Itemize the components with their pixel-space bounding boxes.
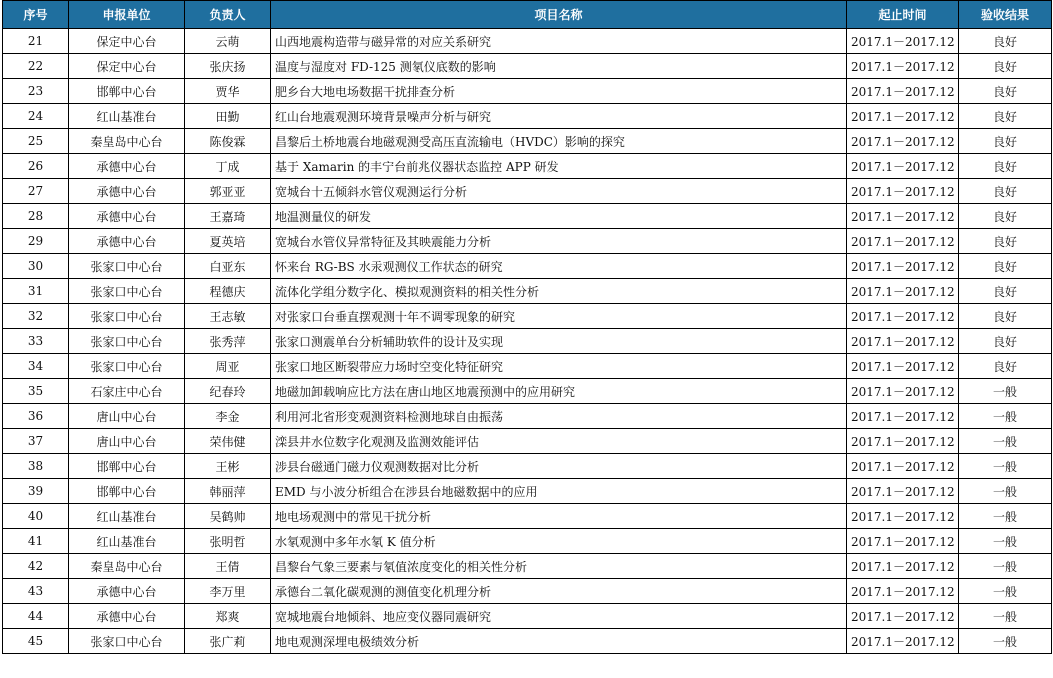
- cell-index: 42: [3, 554, 69, 579]
- col-header-project: 项目名称: [271, 1, 847, 29]
- cell-project: 承德台二氧化碳观测的测值变化机理分析: [271, 579, 847, 604]
- table-row: [3, 554, 1052, 579]
- cell-result: 一般: [959, 554, 1052, 579]
- project-table: [2, 0, 1052, 654]
- cell-index: 43: [3, 579, 69, 604]
- cell-period: 2017.1－2017.12: [847, 154, 959, 179]
- cell-result: 良好: [959, 79, 1052, 104]
- cell-result: 良好: [959, 129, 1052, 154]
- cell-unit: 张家口中心台: [69, 254, 185, 279]
- cell-project: 宽城地震台地倾斜、地应变仪器同震研究: [271, 604, 847, 629]
- cell-index: 35: [3, 379, 69, 404]
- cell-person: 韩丽萍: [185, 479, 271, 504]
- cell-result: 良好: [959, 279, 1052, 304]
- cell-project: 张家口测震单台分析辅助软件的设计及实现: [271, 329, 847, 354]
- table-body: [3, 29, 1052, 654]
- cell-index: 45: [3, 629, 69, 654]
- cell-result: 良好: [959, 304, 1052, 329]
- cell-person: 丁成: [185, 154, 271, 179]
- col-header-result: 验收结果: [959, 1, 1052, 29]
- cell-index: 22: [3, 54, 69, 79]
- col-header-unit: 申报单位: [69, 1, 185, 29]
- cell-person: 张庆扬: [185, 54, 271, 79]
- header-row: [3, 1, 1052, 29]
- cell-project: 红山台地震观测环境背景噪声分析与研究: [271, 104, 847, 129]
- cell-index: 23: [3, 79, 69, 104]
- cell-index: 31: [3, 279, 69, 304]
- cell-unit: 张家口中心台: [69, 629, 185, 654]
- cell-project: 山西地震构造带与磁异常的对应关系研究: [271, 29, 847, 54]
- cell-person: 吴鹤帅: [185, 504, 271, 529]
- cell-index: 37: [3, 429, 69, 454]
- cell-project: 利用河北省形变观测资料检测地球自由振荡: [271, 404, 847, 429]
- cell-unit: 张家口中心台: [69, 354, 185, 379]
- cell-project: 对张家口台垂直摆观测十年不调零现象的研究: [271, 304, 847, 329]
- table-row: [3, 429, 1052, 454]
- cell-project: 滦县井水位数字化观测及监测效能评估: [271, 429, 847, 454]
- cell-person: 田勤: [185, 104, 271, 129]
- table-row: [3, 304, 1052, 329]
- cell-project: 地电场观测中的常见干扰分析: [271, 504, 847, 529]
- cell-result: 良好: [959, 54, 1052, 79]
- cell-person: 李万里: [185, 579, 271, 604]
- cell-index: 36: [3, 404, 69, 429]
- cell-person: 纪春玲: [185, 379, 271, 404]
- cell-unit: 秦皇岛中心台: [69, 554, 185, 579]
- cell-result: 一般: [959, 429, 1052, 454]
- cell-unit: 承德中心台: [69, 604, 185, 629]
- cell-unit: 唐山中心台: [69, 429, 185, 454]
- table-row: [3, 354, 1052, 379]
- table-row: [3, 154, 1052, 179]
- cell-period: 2017.1－2017.12: [847, 404, 959, 429]
- cell-result: 良好: [959, 354, 1052, 379]
- cell-project: 基于 Xamarin 的丰宁台前兆仪器状态监控 APP 研发: [271, 154, 847, 179]
- cell-person: 贾华: [185, 79, 271, 104]
- cell-result: 良好: [959, 154, 1052, 179]
- cell-period: 2017.1－2017.12: [847, 29, 959, 54]
- cell-project: EMD 与小波分析组合在涉县台地磁数据中的应用: [271, 479, 847, 504]
- cell-result: 良好: [959, 204, 1052, 229]
- cell-result: 良好: [959, 29, 1052, 54]
- cell-index: 40: [3, 504, 69, 529]
- cell-unit: 承德中心台: [69, 154, 185, 179]
- cell-index: 38: [3, 454, 69, 479]
- cell-period: 2017.1－2017.12: [847, 479, 959, 504]
- cell-period: 2017.1－2017.12: [847, 129, 959, 154]
- cell-index: 26: [3, 154, 69, 179]
- cell-result: 一般: [959, 379, 1052, 404]
- table-row: [3, 54, 1052, 79]
- col-header-index: 序号: [3, 1, 69, 29]
- cell-period: 2017.1－2017.12: [847, 79, 959, 104]
- cell-period: 2017.1－2017.12: [847, 179, 959, 204]
- cell-person: 程德庆: [185, 279, 271, 304]
- cell-project: 地温测量仪的研发: [271, 204, 847, 229]
- cell-unit: 保定中心台: [69, 54, 185, 79]
- cell-project: 涉县台磁通门磁力仪观测数据对比分析: [271, 454, 847, 479]
- cell-period: 2017.1－2017.12: [847, 279, 959, 304]
- cell-unit: 红山基准台: [69, 104, 185, 129]
- table-row: [3, 179, 1052, 204]
- cell-person: 王彬: [185, 454, 271, 479]
- cell-person: 王嘉琦: [185, 204, 271, 229]
- cell-project: 水氡观测中多年水氡 K 值分析: [271, 529, 847, 554]
- cell-result: 良好: [959, 254, 1052, 279]
- cell-period: 2017.1－2017.12: [847, 504, 959, 529]
- cell-person: 陈俊霖: [185, 129, 271, 154]
- cell-period: 2017.1－2017.12: [847, 229, 959, 254]
- cell-project: 肥乡台大地电场数据干扰排查分析: [271, 79, 847, 104]
- table-row: [3, 604, 1052, 629]
- cell-unit: 秦皇岛中心台: [69, 129, 185, 154]
- cell-index: 24: [3, 104, 69, 129]
- table-row: [3, 129, 1052, 154]
- cell-period: 2017.1－2017.12: [847, 54, 959, 79]
- cell-result: 良好: [959, 229, 1052, 254]
- cell-period: 2017.1－2017.12: [847, 104, 959, 129]
- table-row: [3, 479, 1052, 504]
- cell-unit: 邯郸中心台: [69, 454, 185, 479]
- cell-index: 34: [3, 354, 69, 379]
- cell-result: 一般: [959, 404, 1052, 429]
- cell-result: 一般: [959, 579, 1052, 604]
- table-row: [3, 404, 1052, 429]
- cell-unit: 邯郸中心台: [69, 479, 185, 504]
- table-row: [3, 454, 1052, 479]
- cell-unit: 红山基准台: [69, 529, 185, 554]
- cell-result: 一般: [959, 529, 1052, 554]
- table-row: [3, 79, 1052, 104]
- cell-unit: 承德中心台: [69, 579, 185, 604]
- cell-period: 2017.1－2017.12: [847, 429, 959, 454]
- cell-person: 周亚: [185, 354, 271, 379]
- table-row: [3, 229, 1052, 254]
- cell-unit: 张家口中心台: [69, 304, 185, 329]
- cell-index: 25: [3, 129, 69, 154]
- table-row: [3, 104, 1052, 129]
- cell-result: 良好: [959, 329, 1052, 354]
- table-row: [3, 254, 1052, 279]
- cell-person: 张秀萍: [185, 329, 271, 354]
- cell-result: 一般: [959, 454, 1052, 479]
- table-row: [3, 204, 1052, 229]
- cell-result: 良好: [959, 179, 1052, 204]
- cell-period: 2017.1－2017.12: [847, 629, 959, 654]
- cell-person: 王志敏: [185, 304, 271, 329]
- cell-project: 怀来台 RG-BS 水汞观测仪工作状态的研究: [271, 254, 847, 279]
- cell-unit: 承德中心台: [69, 204, 185, 229]
- cell-project: 地电观测深埋电极绩效分析: [271, 629, 847, 654]
- table-row: [3, 29, 1052, 54]
- cell-result: 一般: [959, 629, 1052, 654]
- table-row: [3, 504, 1052, 529]
- cell-index: 32: [3, 304, 69, 329]
- cell-person: 荣伟健: [185, 429, 271, 454]
- cell-unit: 石家庄中心台: [69, 379, 185, 404]
- cell-period: 2017.1－2017.12: [847, 379, 959, 404]
- cell-period: 2017.1－2017.12: [847, 354, 959, 379]
- cell-project: 宽城台十五倾斜水管仪观测运行分析: [271, 179, 847, 204]
- cell-unit: 唐山中心台: [69, 404, 185, 429]
- col-header-person: 负责人: [185, 1, 271, 29]
- cell-person: 云萌: [185, 29, 271, 54]
- cell-period: 2017.1－2017.12: [847, 454, 959, 479]
- cell-period: 2017.1－2017.12: [847, 329, 959, 354]
- cell-person: 郑爽: [185, 604, 271, 629]
- cell-person: 张明哲: [185, 529, 271, 554]
- table-row: [3, 379, 1052, 404]
- cell-person: 王倩: [185, 554, 271, 579]
- col-header-period: 起止时间: [847, 1, 959, 29]
- cell-unit: 保定中心台: [69, 29, 185, 54]
- cell-person: 李金: [185, 404, 271, 429]
- cell-index: 41: [3, 529, 69, 554]
- cell-project: 地磁加卸载响应比方法在唐山地区地震预测中的应用研究: [271, 379, 847, 404]
- cell-period: 2017.1－2017.12: [847, 604, 959, 629]
- table-row: [3, 579, 1052, 604]
- cell-index: 21: [3, 29, 69, 54]
- cell-project: 昌黎台气象三要素与氡值浓度变化的相关性分析: [271, 554, 847, 579]
- cell-period: 2017.1－2017.12: [847, 579, 959, 604]
- cell-unit: 张家口中心台: [69, 329, 185, 354]
- cell-period: 2017.1－2017.12: [847, 254, 959, 279]
- cell-index: 39: [3, 479, 69, 504]
- cell-unit: 张家口中心台: [69, 279, 185, 304]
- cell-period: 2017.1－2017.12: [847, 554, 959, 579]
- cell-period: 2017.1－2017.12: [847, 529, 959, 554]
- cell-project: 昌黎后土桥地震台地磁观测受高压直流输电（HVDC）影响的探究: [271, 129, 847, 154]
- cell-person: 张广莉: [185, 629, 271, 654]
- cell-unit: 邯郸中心台: [69, 79, 185, 104]
- cell-project: 宽城台水管仪异常特征及其映震能力分析: [271, 229, 847, 254]
- cell-result: 良好: [959, 104, 1052, 129]
- cell-index: 33: [3, 329, 69, 354]
- cell-index: 27: [3, 179, 69, 204]
- table-row: [3, 629, 1052, 654]
- cell-index: 44: [3, 604, 69, 629]
- cell-unit: 承德中心台: [69, 179, 185, 204]
- cell-index: 28: [3, 204, 69, 229]
- cell-period: 2017.1－2017.12: [847, 304, 959, 329]
- table-row: [3, 529, 1052, 554]
- cell-project: 温度与湿度对 FD-125 测氡仪底数的影响: [271, 54, 847, 79]
- cell-unit: 承德中心台: [69, 229, 185, 254]
- cell-result: 一般: [959, 504, 1052, 529]
- cell-person: 夏英培: [185, 229, 271, 254]
- cell-person: 郭亚亚: [185, 179, 271, 204]
- cell-result: 一般: [959, 604, 1052, 629]
- cell-index: 30: [3, 254, 69, 279]
- cell-project: 张家口地区断裂带应力场时空变化特征研究: [271, 354, 847, 379]
- table-row: [3, 329, 1052, 354]
- table-row: [3, 279, 1052, 304]
- cell-index: 29: [3, 229, 69, 254]
- cell-result: 一般: [959, 479, 1052, 504]
- cell-project: 流体化学组分数字化、模拟观测资料的相关性分析: [271, 279, 847, 304]
- cell-period: 2017.1－2017.12: [847, 204, 959, 229]
- cell-unit: 红山基准台: [69, 504, 185, 529]
- cell-person: 白亚东: [185, 254, 271, 279]
